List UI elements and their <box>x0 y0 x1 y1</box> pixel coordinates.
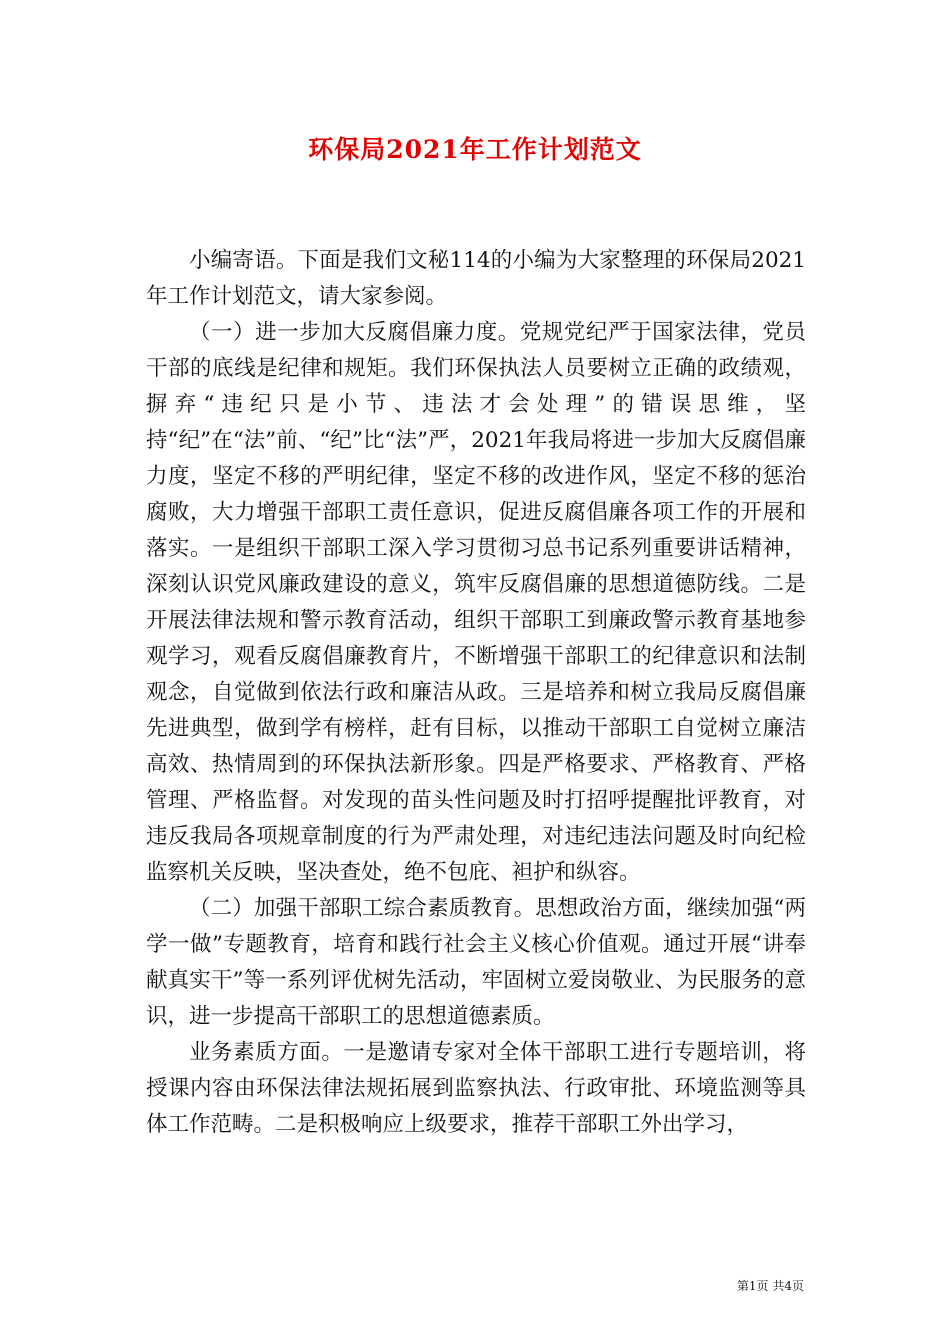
footer-page-middle: 页 共 <box>756 1279 785 1293</box>
paragraph-section-1: （一）进一步加大反腐倡廉力度。党规党纪严于国家法律，党员干部的底线是纪律和规矩。我们环保执法人员要树立正确的政绩观，摒弃“违纪只是小节、违法才会处理”的错误思维，坚持“纪”在“法”前、“纪”比“法”严，2021年我局将进一步加大反腐倡廉力度，坚定不移的严明纪律，坚定不移的改进作风，坚定不移的惩治腐败，大力增强干部职工责任意识，促进反腐倡廉各项工作的开展和落实。一是组织干部职工深入学习贯彻习总书记系列重要讲话精神，深刻认识党风廉政建设的意义，筑牢反腐倡廉的思想道德防线。二是开展法律法规和警示教育活动，组织干部职工到廉政警示教育基地参观学习，观看反腐倡廉教育片，不断增强干部职工的纪律意识和法制观念，自觉做到依法行政和廉洁从政。三是培养和树立我局反腐倡廉先进典型，做到学有榜样，赶有目标，以推动干部职工自觉树立廉洁高效、热情周到的环保执法新形象。四是严格要求、严格教育、严格管理、严格监督。对发现的苗头性问题及时打招呼提醒批评教育，对违反我局各项规章制度的行为严肃处理，对违纪违法问题及时向纪检监察机关反映，坚决查处，绝不包庇、袒护和纵容。 <box>146 320 806 885</box>
page-footer <box>737 1278 804 1294</box>
footer-page-number: 1 <box>748 1279 757 1293</box>
footer-page-total: 4 <box>784 1279 792 1293</box>
paragraph-intro: 小编寄语。下面是我们文秘114的小编为大家整理的环保局2021年工作计划范文，请大家参阅。 <box>146 248 806 309</box>
paragraph-business-quality: 业务素质方面。一是邀请专家对全体干部职工进行专题培训，将授课内容由环保法律法规拓展到监察执法、行政审批、环境监测等具体工作范畴。二是积极响应上级要求，推荐干部职工外出学习， <box>146 1040 806 1137</box>
footer-page-prefix: 第 <box>736 1279 749 1293</box>
footer-page-suffix: 页 <box>791 1279 804 1293</box>
paragraph-section-2: （二）加强干部职工综合素质教育。思想政治方面，继续加强“两学一做”专题教育，培育和践行社会主义核心价值观。通过开展“讲奉献真实干”等一系列评优树先活动，牢固树立爱岗敬业、为民服务的意识，进一步提高干部职工的思想道德素质。 <box>146 896 806 1029</box>
document-title: 环保局2021年工作计划范文 <box>308 135 642 164</box>
document-body <box>146 243 806 1143</box>
